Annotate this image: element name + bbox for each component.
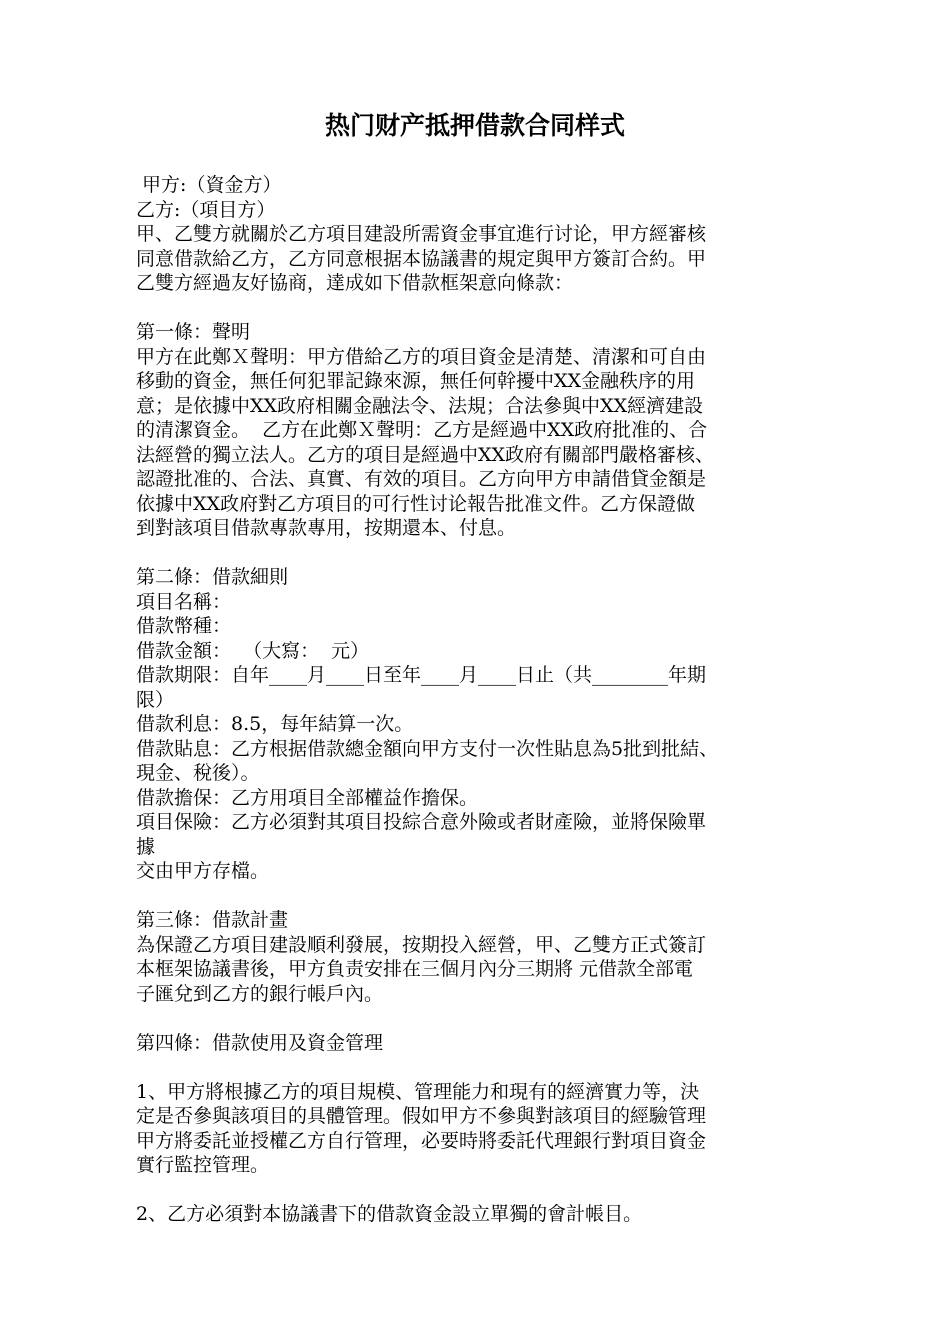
text-line: 交由甲方存檔。 [136,860,270,882]
section-heading: 第四條：借款使用及資金管理 [136,1031,384,1054]
text-line: 據 [136,835,156,858]
text-line: 借款金額： （大寫： 元） [136,639,370,662]
text-line: 法經營的獨立法人。乙方的項目是經過中XX政府有關部門嚴格審核、 [136,443,715,466]
blank-line [136,541,836,566]
blank-line [136,884,836,909]
text-line: 借款利息：8.5，每年結算一次。 [136,713,414,735]
text-line: 項目名稱： [136,590,232,613]
text-line: 借款貼息：乙方根据借款總金額向甲方支付一次性貼息為5批到批結、 [136,737,719,760]
text-line: 的清潔資金。 乙方在此鄭Ｘ聲明：乙方是經過中XX政府批准的、合 [136,419,708,441]
text-line: 2、乙方必須對本協議書下的借款資金設立單獨的會計帳目。 [136,1203,643,1225]
text-line: 意；是依據中XX政府相關金融法令、法規；合法參與中XX經濟建設 [136,394,704,417]
text-line: 到對該項目借款專款專用，按期還本、付息。 [136,517,517,539]
text-line: 認證批准的、合法、真實、有效的項目。乙方向甲方申請借貸金額是 [136,468,707,490]
section-heading: 第一條：聲明 [136,321,251,343]
text-line: 甲方將委託並授權乙方自行管理，必要時將委託代理銀行對項目資金 [136,1129,707,1152]
text-line: 為保證乙方項目建設順利發展，按期投入經營，甲、乙雙方正式簽訂 [136,933,707,956]
text-line: 定是否參與該項目的具體管理。假如甲方不參與對該項目的經驗管理 [136,1105,707,1127]
text-line: 借款擔保：乙方用項目全部權益作擔保。 [136,786,479,809]
text-line: 乙方:（項目方） [136,198,276,221]
section-heading: 第三條：借款計畫 [136,909,289,931]
text-line: 甲、乙雙方就關於乙方項目建設所需資金事宜進行讨论，甲方經審核 [136,223,707,245]
section-heading: 第二條：借款細則 [136,566,289,588]
blank-line [136,296,836,321]
text-line: 項目保險：乙方必須對其項目投綜合意外險或者財產險，並將保險單 [136,811,707,833]
text-line: 借款期限：自年____月____日至年____月____日止（共________年期 [136,664,707,686]
contract-body [136,173,836,1227]
blank-line [136,1006,836,1031]
text-line: 甲方:（資金方） [136,174,282,196]
text-line: 實行監控管理。 [136,1154,270,1176]
text-line: 1、甲方將根據乙方的項目規模、管理能力和現有的經濟實力等，決 [136,1080,700,1103]
text-line: 同意借款給乙方，乙方同意根据本協議書的規定與甲方簽訂合約。甲 [136,247,707,270]
text-line: 現金、稅後）。 [136,762,260,784]
document-title: 热门财产抵押借款合同样式 [324,111,625,140]
text-line: 乙雙方經過友好協商，達成如下借款框架意向條款： [136,272,574,294]
blank-line [136,1055,836,1080]
text-line: 子匯兌到乙方的銀行帳戶內。 [136,982,384,1005]
text-line: 本框架協議書後，甲方負责安排在三個月內分三期將 元借款全部電 [136,958,694,980]
blank-line [136,1178,836,1203]
text-line: 借款幣種： [136,615,232,637]
text-line: 限） [136,688,175,711]
text-line: 甲方在此鄭Ｘ聲明：甲方借給乙方的項目資金是清楚、清潔和可自由 [136,345,707,368]
text-line: 依據中XX政府對乙方項目的可行性讨论報告批准文件。乙方保證做 [136,492,696,515]
text-line: 移動的資金，無任何犯罪記錄來源，無任何幹擾中XX金融秩序的用 [136,370,696,392]
